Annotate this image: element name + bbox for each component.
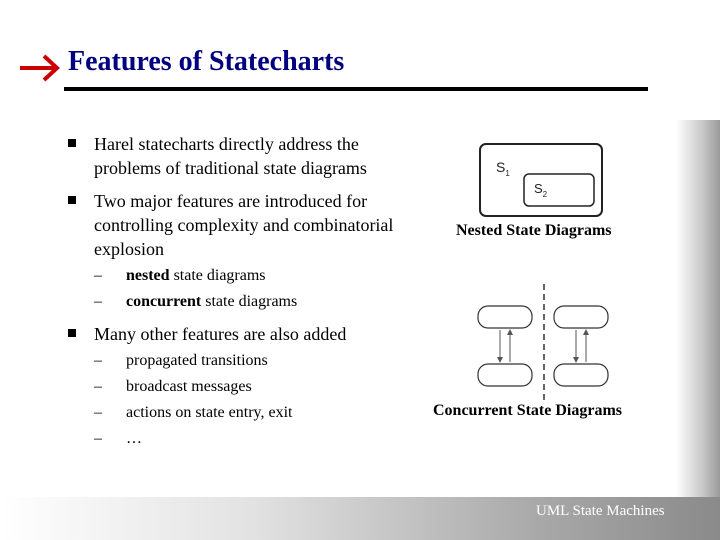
sub-bullet-text: … xyxy=(126,430,142,447)
sub-bullet-rest: state diagrams xyxy=(201,293,298,310)
state-right-bottom xyxy=(554,364,608,386)
bullet-text xyxy=(94,132,367,180)
sub-bullet-text: propagated transitions xyxy=(126,352,268,369)
concurrent-state-diagram xyxy=(474,282,614,404)
state-right-top xyxy=(554,306,608,328)
bullet-line: explosion xyxy=(94,239,164,259)
dash-marker: – xyxy=(94,430,102,447)
dash-marker: – xyxy=(94,378,102,395)
state-left-top xyxy=(478,306,532,328)
dash-marker: – xyxy=(94,404,102,421)
arrow-right-icon xyxy=(18,52,62,84)
keyword: concurrent xyxy=(126,293,202,310)
concurrent-diagram-caption: Concurrent State Diagrams xyxy=(433,402,623,419)
nested-state-diagram xyxy=(478,142,606,218)
footer-title: UML State Machines xyxy=(536,503,665,519)
title-divider xyxy=(64,87,648,91)
bullet-line: controlling complexity and combinatorial xyxy=(94,215,394,235)
bullet-square-icon xyxy=(68,329,76,337)
state-left-bottom xyxy=(478,364,532,386)
bullet-line: Harel statecharts directly address the xyxy=(94,134,359,154)
bullet-text xyxy=(94,322,346,346)
bullet-line: problems of traditional state diagrams xyxy=(94,158,367,178)
keyword: nested xyxy=(126,267,170,284)
sub-bullet-text: broadcast messages xyxy=(126,378,252,395)
sub-bullet-text xyxy=(126,266,266,286)
bullet-line: Two major features are introduced for xyxy=(94,191,368,211)
dash-marker: – xyxy=(94,293,102,310)
sub-bullet-rest: state diagrams xyxy=(169,267,266,284)
outer-state-label: $S_1$ xyxy=(496,159,510,178)
inner-state-label: $S_2$ xyxy=(534,181,548,199)
bullet-text xyxy=(94,189,393,261)
sub-bullet-text xyxy=(126,292,297,312)
dash-marker: – xyxy=(94,352,102,369)
bullet-line: Many other features are also added xyxy=(94,324,347,344)
bullet-square-icon xyxy=(68,139,76,147)
bullet-square-icon xyxy=(68,196,76,204)
right-shade-decoration xyxy=(676,120,720,540)
sub-bullet-text: actions on state entry, exit xyxy=(126,404,293,421)
nested-diagram-caption: Nested State Diagrams xyxy=(456,222,612,239)
dash-marker: – xyxy=(94,267,102,284)
slide-title: Features of Statecharts xyxy=(68,46,345,77)
